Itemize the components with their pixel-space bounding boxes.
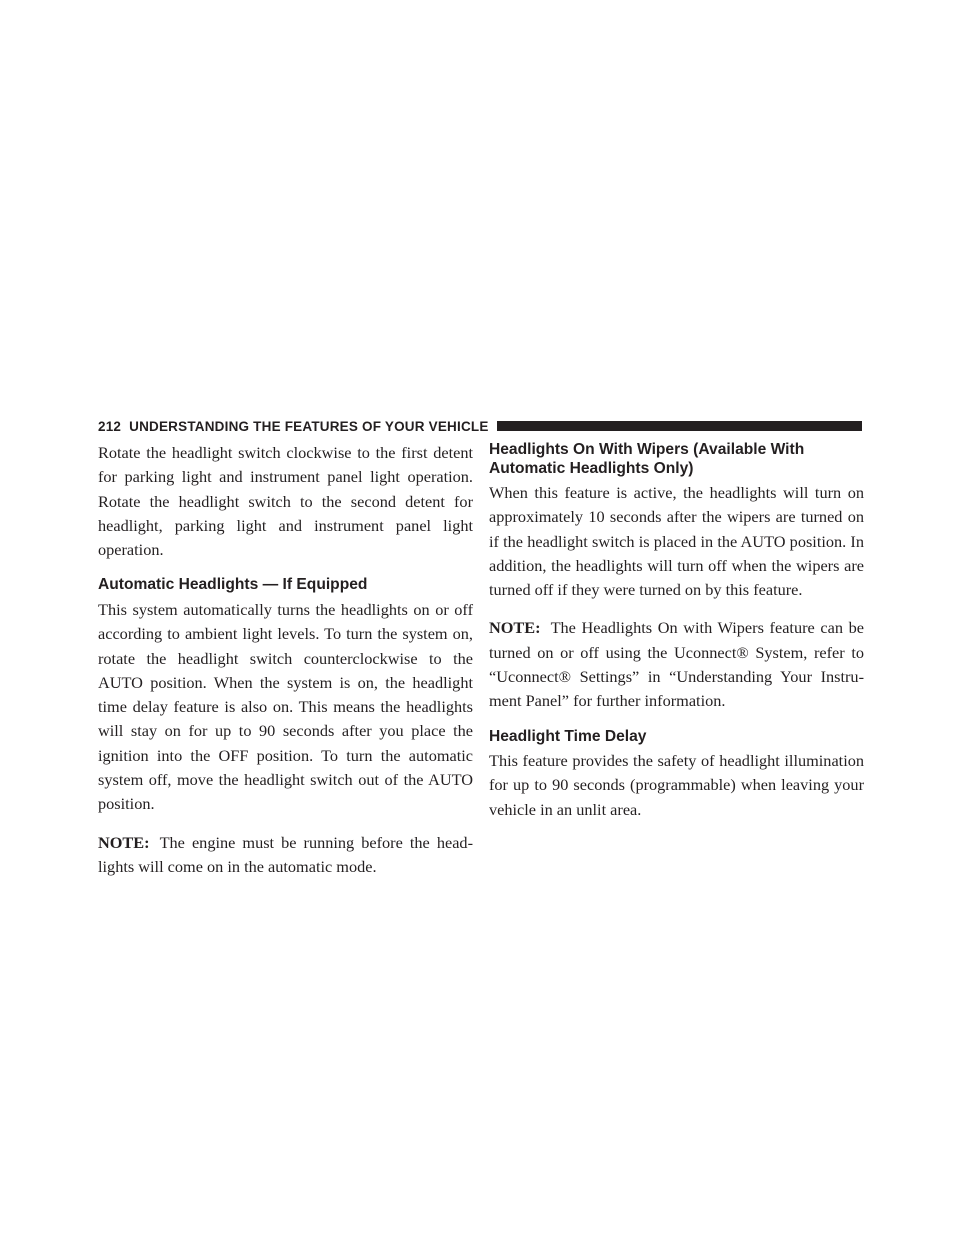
- auto-headlights-heading: Automatic Headlights — If Equipped: [98, 576, 368, 594]
- note-label: NOTE:: [98, 832, 150, 852]
- time-delay-paragraph: This feature provides the safety of headlight illumination for up to 90 seconds (programmable) when leaving your vehicle in an unlit area.: [489, 751, 864, 819]
- page-number: 212: [98, 418, 122, 434]
- auto-headlights-note: [98, 831, 473, 880]
- header-rule: [497, 421, 862, 431]
- intro-paragraph: Rotate the headlight switch clockwise to the first detent for parking light and instrument panel light operation. Rotate the headlight switch to the second detent for headlight, parking light and instrument panel light operation.: [98, 443, 473, 560]
- right-column: [489, 441, 864, 836]
- left-column: [98, 441, 473, 893]
- page-header: [98, 416, 862, 436]
- wipers-paragraph: When this feature is active, the headlights will turn on approximately 10 seconds after the wipers are turned on if the headlight switch is placed in the AUTO position. In addition, the headlights will turn off when the wipers are turned off if they were turned on by this feature.: [489, 483, 864, 600]
- time-delay-heading: Headlight Time Delay: [489, 727, 647, 745]
- section-title: UNDERSTANDING THE FEATURES OF YOUR VEHICLE: [129, 418, 489, 434]
- wipers-heading: Headlights On With Wipers (Available With Automatic Headlights Only): [489, 441, 805, 477]
- note-label: NOTE:: [489, 618, 541, 638]
- wipers-note: [489, 616, 864, 713]
- note-text: The engine must be running before the head-lights will come on in the automatic mode.: [98, 832, 473, 876]
- note-text: The Headlights On with Wipers feature can be turned on or off using the Uconnect® System, refer to “Uconnect® Settings” in “Understanding Your Instru-ment Panel” for further information.: [489, 618, 864, 711]
- auto-headlights-paragraph: This system automatically turns the headlights on or off according to ambient light levels. To turn the system on, rotate the headlight switch counterclockwise to the AUTO position. When the system is on, the headlight time delay feature is also on. This means the headlights will stay on for up to 90 seconds after you place the ignition into the OFF position. To turn the automatic system off, move the headlight switch out of the AUTO position.: [98, 599, 473, 814]
